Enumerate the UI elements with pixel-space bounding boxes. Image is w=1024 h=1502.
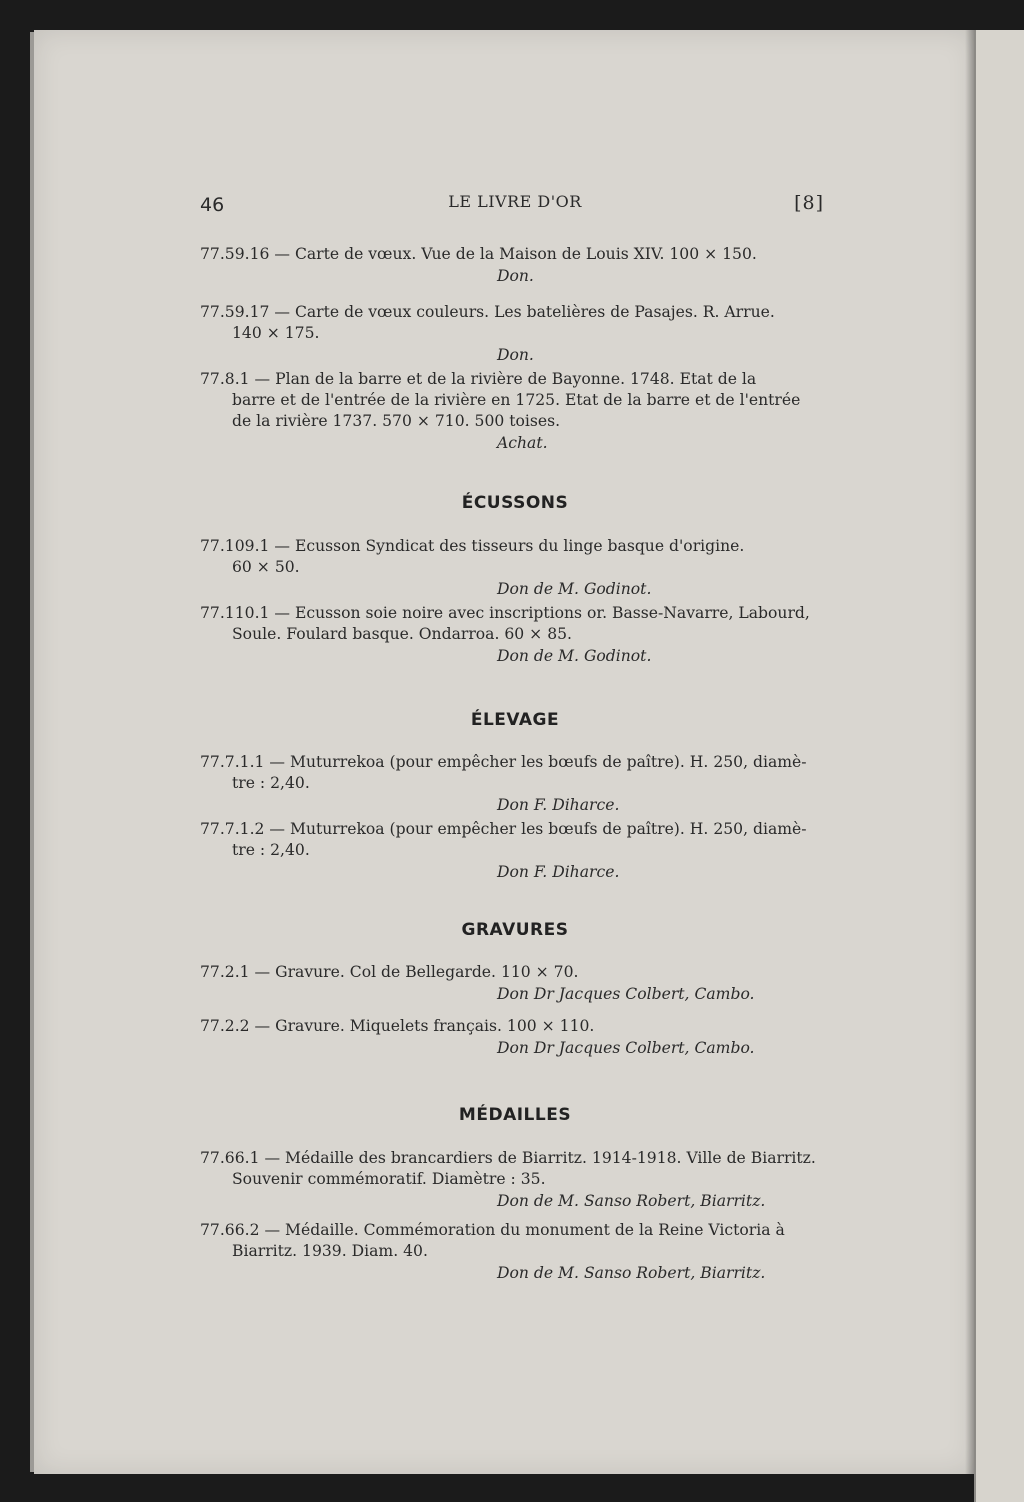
running-head — [200, 190, 830, 220]
entry-donor: Achat. — [497, 434, 548, 452]
catalog-entry — [200, 1016, 830, 1059]
entry-line: 77.2.1 — Gravure. Col de Bellegarde. 110 × 70. — [200, 963, 579, 981]
entry-donor: Don. — [497, 267, 534, 285]
entry-donor: Don de M. Sanso Robert, Biarritz. — [497, 1264, 766, 1282]
entry-line: 140 × 175. — [232, 324, 320, 342]
entry-line: 77.8.1 — Plan de la barre et de la rivière de Bayonne. 1748. Etat de la — [200, 370, 757, 388]
entry-line: barre et de l'entrée de la rivière en 1725. Etat de la barre et de l'entrée — [232, 391, 801, 409]
entry-donor: Don F. Diharce. — [497, 863, 620, 881]
entry-line: Souvenir commémoratif. Diamètre : 35. — [232, 1170, 546, 1188]
page-reference: [8] — [794, 192, 824, 214]
section-heading: ÉCUSSONS — [461, 493, 569, 513]
catalog-entry — [200, 962, 830, 1005]
catalog-entry — [200, 1148, 830, 1212]
entry-donor: Don Dr Jacques Colbert, Cambo. — [497, 1039, 755, 1057]
section-heading: MÉDAILLES — [458, 1105, 572, 1125]
entry-donor: Don. — [497, 346, 534, 364]
entry-donor: Don de M. Godinot. — [497, 647, 652, 665]
entry-donor: Don Dr Jacques Colbert, Cambo. — [497, 985, 755, 1003]
catalog-entry — [200, 1220, 830, 1284]
section-heading: ÉLEVAGE — [470, 710, 560, 730]
entry-line: de la rivière 1737. 570 × 710. 500 toises. — [232, 412, 561, 430]
entry-line: 60 × 50. — [232, 558, 300, 576]
entry-line: tre : 2,40. — [232, 841, 310, 859]
facing-page-edge — [974, 30, 1024, 1502]
entry-line: 77.66.2 — Médaille. Commémoration du monument de la Reine Victoria à — [200, 1221, 785, 1239]
catalog-entry — [200, 244, 830, 287]
entry-line: 77.7.1.2 — Muturrekoa (pour empêcher les bœufs de paître). H. 250, diamè- — [200, 820, 807, 838]
entry-line: Biarritz. 1939. Diam. 40. — [232, 1242, 428, 1260]
entry-line: 77.110.1 — Ecusson soie noire avec inscriptions or. Basse-Navarre, Labourd, — [200, 604, 810, 622]
entry-line: tre : 2,40. — [232, 774, 310, 792]
catalog-entry — [200, 536, 830, 600]
entry-line: 77.2.2 — Gravure. Miquelets français. 100 × 110. — [200, 1017, 595, 1035]
entry-donor: Don de M. Sanso Robert, Biarritz. — [497, 1192, 766, 1210]
entry-donor: Don de M. Godinot. — [497, 580, 652, 598]
catalog-entry — [200, 302, 830, 366]
entry-line: 77.109.1 — Ecusson Syndicat des tisseurs du linge basque d'origine. — [200, 537, 745, 555]
running-title: LE LIVRE D'OR — [448, 192, 582, 211]
entry-line: 77.7.1.1 — Muturrekoa (pour empêcher les bœufs de paître). H. 250, diamè- — [200, 753, 807, 771]
entry-line: 77.59.16 — Carte de vœux. Vue de la Maison de Louis XIV. 100 × 150. — [200, 245, 757, 263]
entry-donor: Don F. Diharce. — [497, 796, 620, 814]
entry-line: 77.66.1 — Médaille des brancardiers de Biarritz. 1914-1918. Ville de Biarritz. — [200, 1149, 816, 1167]
catalog-entry — [200, 819, 830, 883]
entry-line: 77.59.17 — Carte de vœux couleurs. Les batelières de Pasajes. R. Arrue. — [200, 303, 775, 321]
book-gutter — [965, 30, 974, 1474]
catalog-entry — [200, 603, 830, 667]
catalog-entry — [200, 752, 830, 816]
entry-line: Soule. Foulard basque. Ondarroa. 60 × 85. — [232, 625, 573, 643]
section-heading: GRAVURES — [461, 920, 569, 940]
catalog-entry — [200, 369, 830, 454]
page-number: 46 — [200, 194, 225, 216]
